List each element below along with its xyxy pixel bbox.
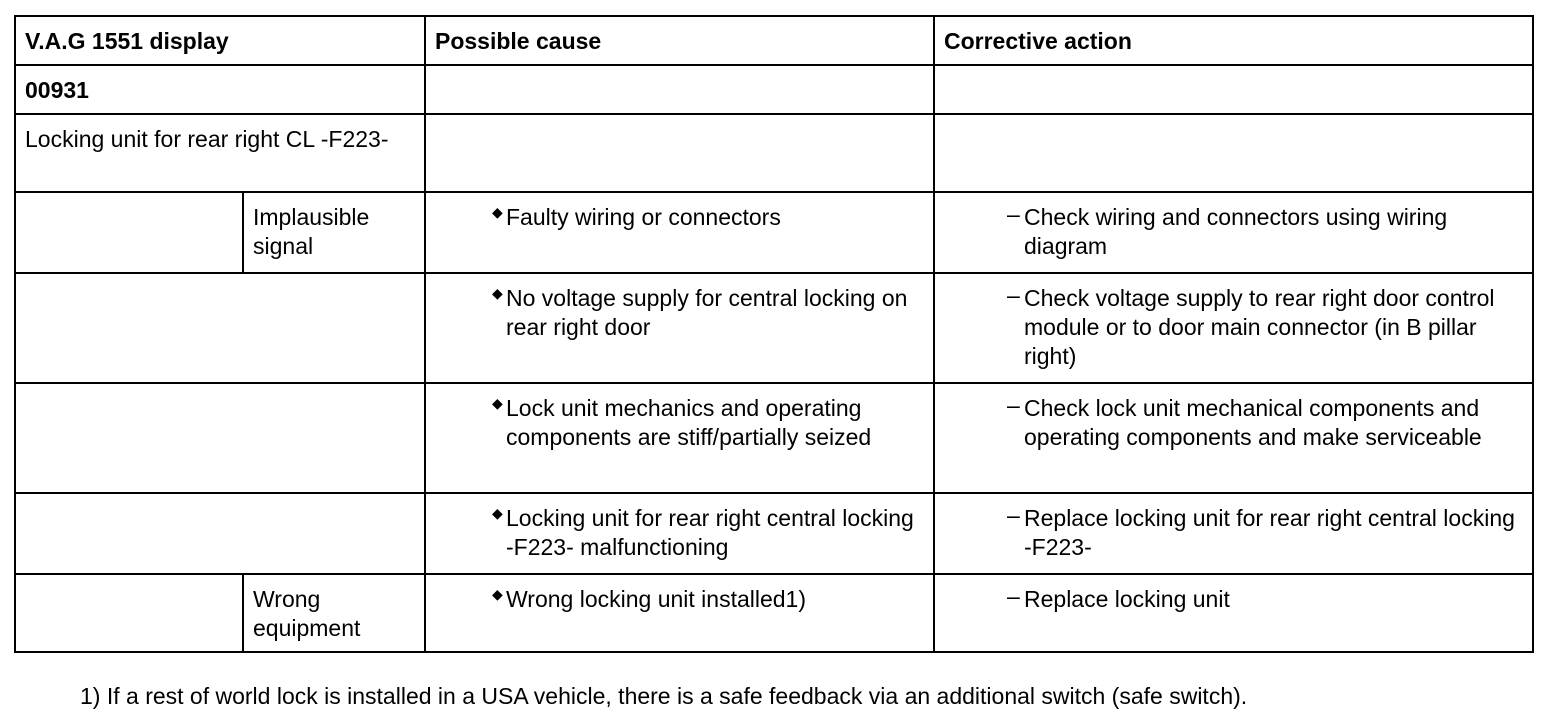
action-text: Check wiring and connectors using wiring diagram (1024, 204, 1448, 259)
empty-cell (15, 383, 425, 493)
cause-cell (425, 574, 934, 652)
table-row (15, 493, 1533, 574)
sub-condition: Implausible signal (243, 192, 425, 273)
action-cell (934, 574, 1533, 652)
cause-cell (425, 383, 934, 493)
header-display: V.A.G 1551 display (15, 16, 425, 65)
action-text: Replace locking unit for rear right central locking -F223- (1024, 505, 1515, 560)
table-row (15, 192, 1533, 273)
table-row (15, 574, 1533, 652)
cause-cell (425, 192, 934, 273)
diamond-bullet-icon: ◆ (492, 586, 503, 602)
component-name: Locking unit for rear right CL -F223- (15, 114, 425, 192)
cause-text: Lock unit mechanics and operating components are stiff/partially seized (506, 395, 872, 450)
diamond-bullet-icon: ◆ (492, 204, 503, 220)
component-row (15, 114, 1533, 192)
cause-text: Locking unit for rear right central locking -F223- malfunctioning (506, 505, 914, 560)
sub-condition: Wrong equipment (243, 574, 425, 652)
empty-cell (15, 574, 243, 652)
table-row (15, 273, 1533, 383)
dash-bullet-icon: – (1007, 392, 1020, 418)
empty-cell (15, 192, 243, 273)
cause-cell (425, 273, 934, 383)
header-row (15, 16, 1533, 65)
cause-text: Wrong locking unit installed1) (506, 586, 807, 612)
footnote: 1) If a rest of world lock is installed in a USA vehicle, there is a safe feedback via an additional switch (safe switch). (80, 683, 1248, 709)
dash-bullet-icon: – (1007, 282, 1020, 308)
empty-cell (425, 65, 934, 114)
empty-cell (425, 114, 934, 192)
action-text: Check voltage supply to rear right door control module or to door main connector (in B pillar right) (1024, 285, 1495, 369)
action-cell (934, 192, 1533, 273)
cause-cell (425, 493, 934, 574)
fault-code-row (15, 65, 1533, 114)
cause-text: No voltage supply for central locking on rear right door (506, 285, 908, 340)
fault-code: 00931 (15, 65, 425, 114)
action-cell (934, 273, 1533, 383)
empty-cell (15, 273, 425, 383)
action-text: Replace locking unit (1024, 586, 1230, 612)
action-cell (934, 493, 1533, 574)
header-action: Corrective action (934, 16, 1533, 65)
empty-cell (15, 493, 425, 574)
diagnosis-table (14, 15, 1534, 653)
diamond-bullet-icon: ◆ (492, 505, 503, 521)
dash-bullet-icon: – (1007, 201, 1020, 227)
action-text: Check lock unit mechanical components and operating components and make serviceable (1024, 395, 1482, 450)
table-row (15, 383, 1533, 493)
cause-text: Faulty wiring or connectors (506, 204, 781, 230)
dash-bullet-icon: – (1007, 583, 1020, 609)
header-cause: Possible cause (425, 16, 934, 65)
action-cell (934, 383, 1533, 493)
empty-cell (934, 65, 1533, 114)
diamond-bullet-icon: ◆ (492, 285, 503, 301)
empty-cell (934, 114, 1533, 192)
diamond-bullet-icon: ◆ (492, 395, 503, 411)
dash-bullet-icon: – (1007, 502, 1020, 528)
